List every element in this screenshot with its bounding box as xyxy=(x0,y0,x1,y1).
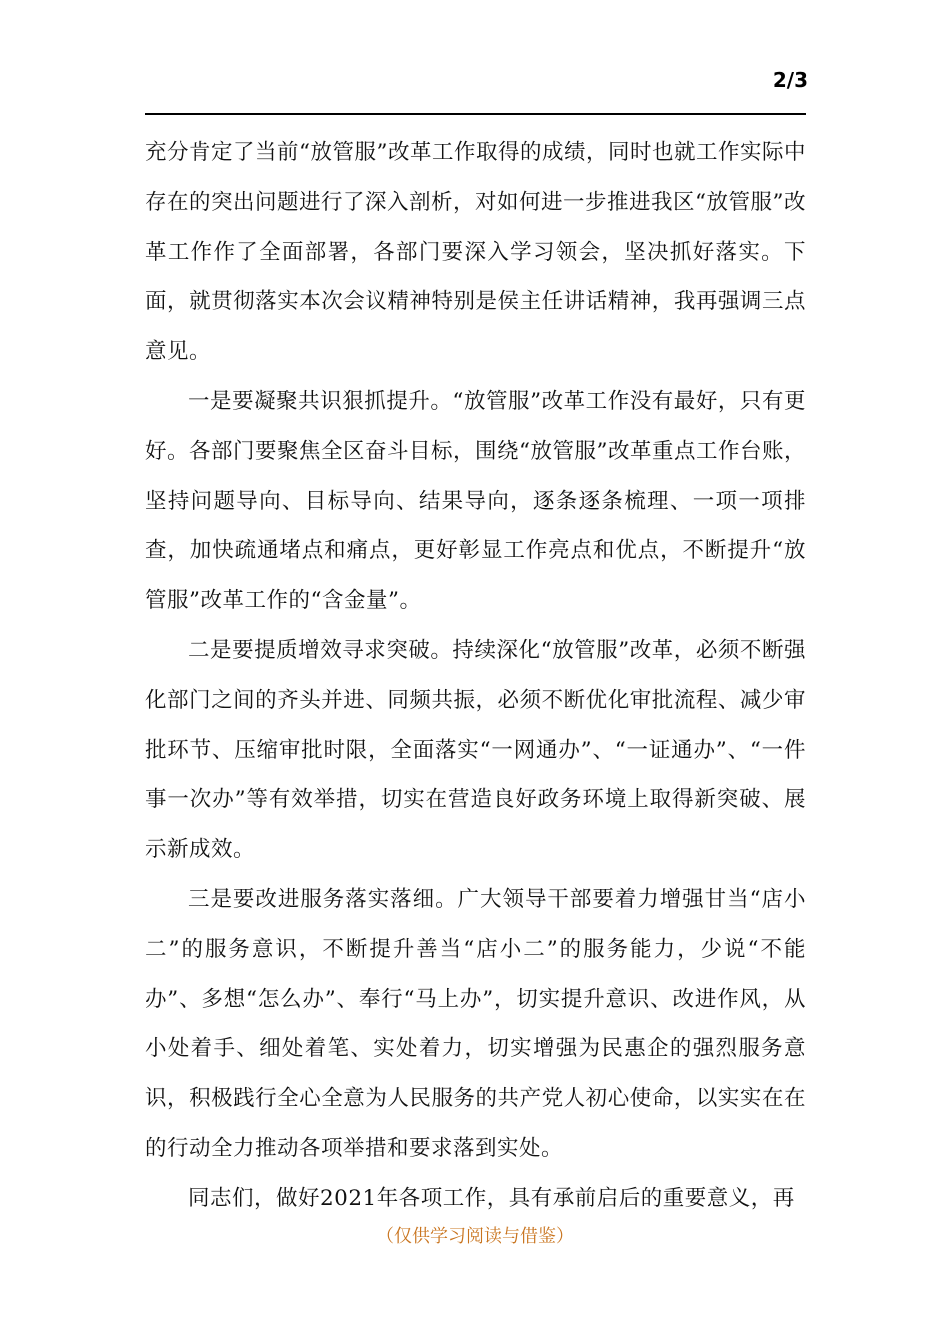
paragraph-continued: 充分肯定了当前“放管服”改革工作取得的成绩，同时也就工作实际中存在的突出问题进行了深入剖析，对如何进一步推进我区“放管服”改革工作作了全面部署，各部门要深入学习领会，坚决抓好落实。下面，就贯彻落实本次会议精神特别是侯主任讲话精神，我再强调三点意见。 xyxy=(145,140,806,365)
header-divider xyxy=(145,113,806,115)
footer-note: （仅供学习阅读与借鉴） xyxy=(376,1226,574,1247)
paragraph-point-two: 二是要提质增效寻求突破。持续深化“放管服”改革，必须不断强化部门之间的齐头并进、同频共振，必须不断优化审批流程、减少审批环节、压缩审批时限，全面落实“一网通办”、“一证通办”、“一件事一次办”等有效举措，切实在营造良好政务环境上取得新突破、展示新成效。 xyxy=(145,637,806,863)
paragraph-point-three: 三是要改进服务落实落细。广大领导干部要着力增强甘当“店小二”的服务意识，不断提升善当“店小二”的服务能力，少说“不能办”、多想“怎么办”、奉行“马上办”，切实提升意识、改进作风，从小处着手、细处着笔、实处着力，切实增强为民惠企的强烈服务意识，积极践行全心全意为人民服务的共产党人初心使命，以实实在在的行动全力推动各项举措和要求落到实处。 xyxy=(145,886,806,1161)
paragraph-point-one: 一是要凝聚共识狠抓提升。“放管服”改革工作没有最好，只有更好。各部门要聚焦全区奋斗目标，围绕“放管服”改革重点工作台账，坚持问题导向、目标导向、结果导向，逐条逐条梳理、一项一项排查，加快疏通堵点和痛点，更好彰显工作亮点和优点，不断提升“放管服”改革工作的“含金量”。 xyxy=(145,388,806,614)
document-body xyxy=(145,128,806,1224)
paragraph-closing: 同志们，做好2021年各项工作，具有承前启后的重要意义，再 xyxy=(188,1185,795,1211)
page-number: 2/3 xyxy=(772,68,808,92)
